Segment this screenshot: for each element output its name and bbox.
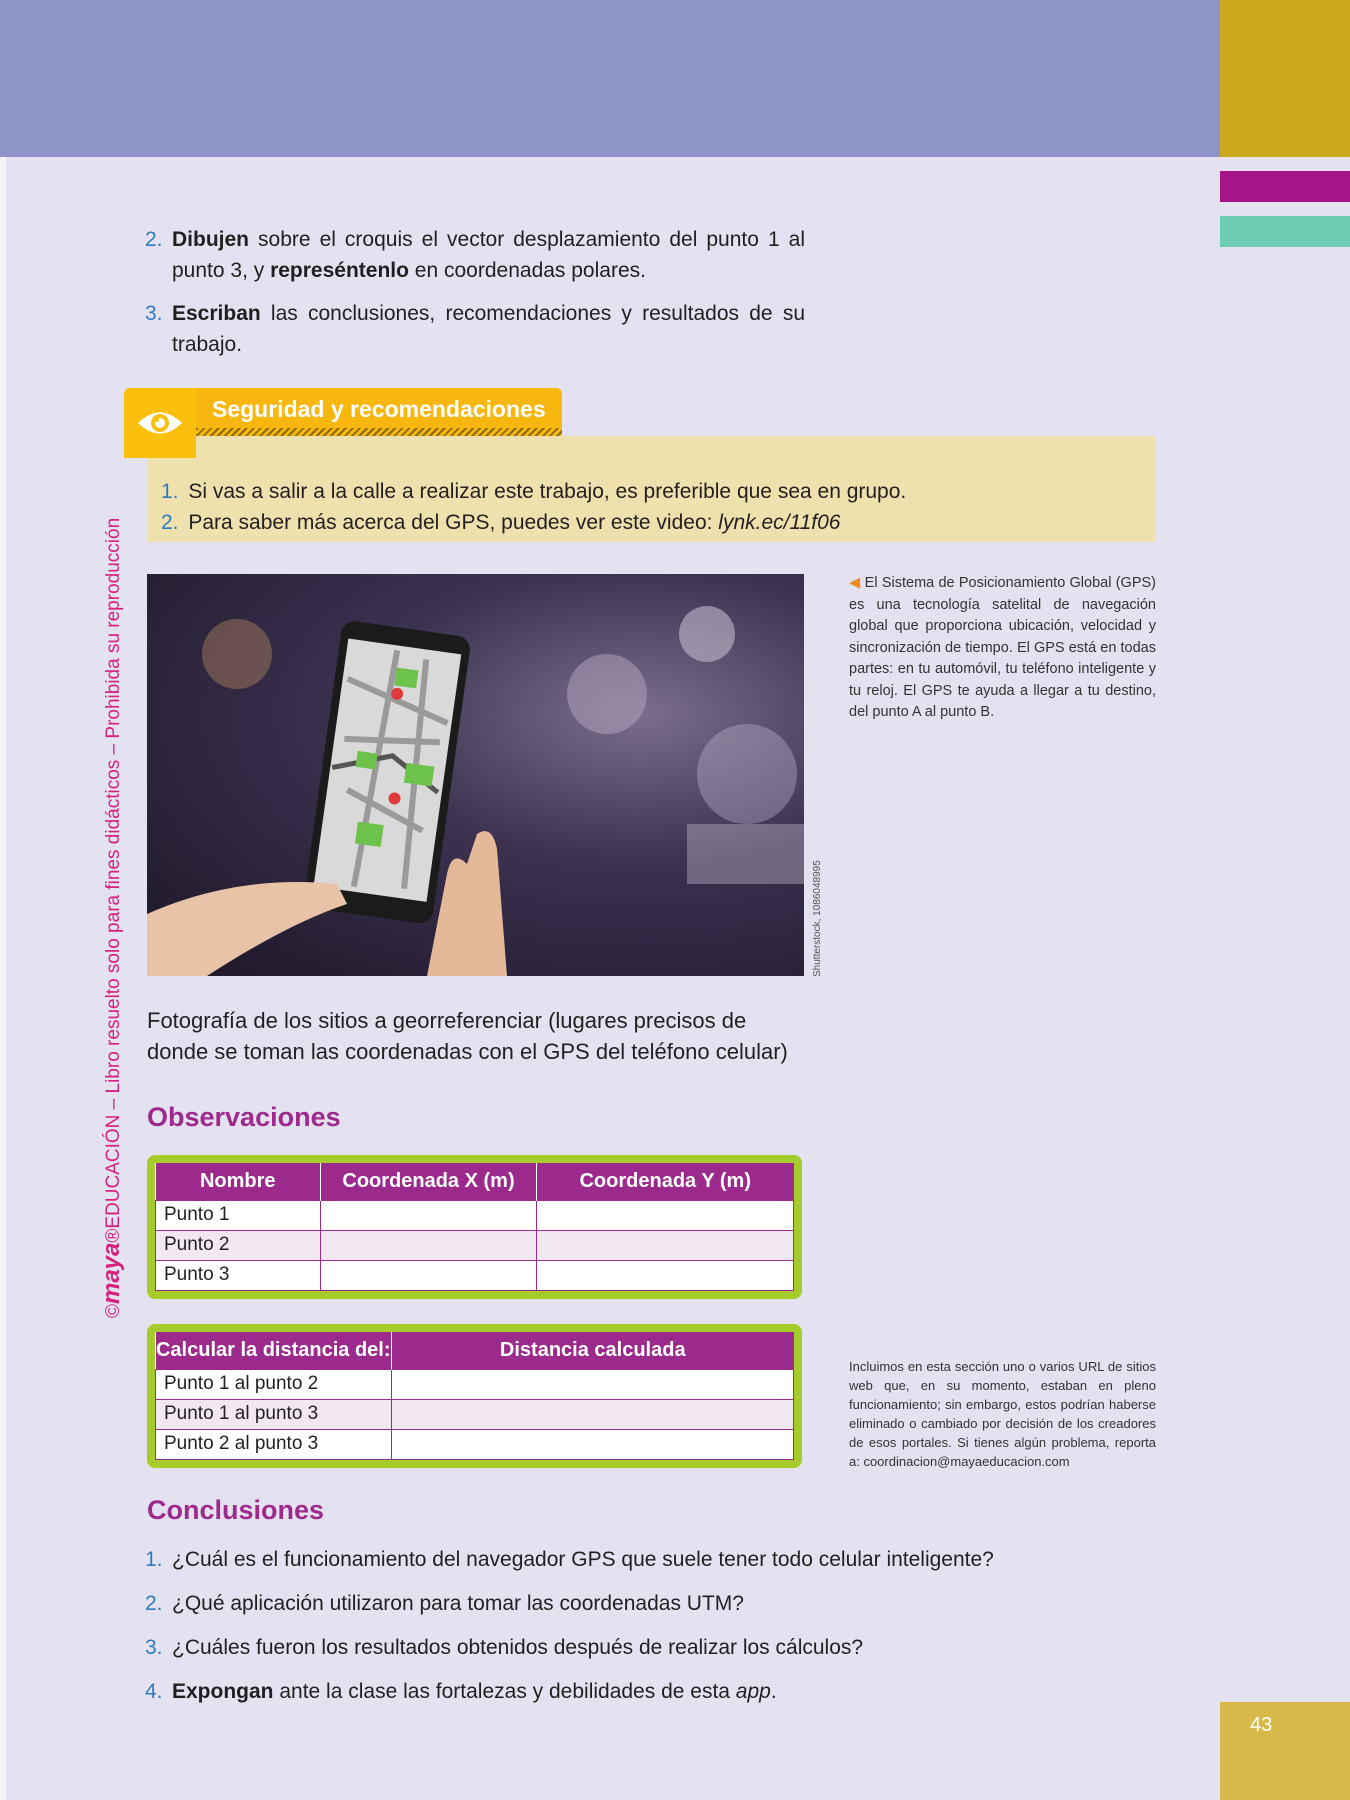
column-header: Nombre — [156, 1163, 321, 1200]
row-label: Punto 1 — [156, 1200, 321, 1230]
phone-map-illustration — [147, 574, 804, 976]
step-item — [145, 298, 805, 360]
table-row — [156, 1429, 794, 1459]
item-text-part: ante la clase las fortalezas y debilidades de esta — [273, 1680, 736, 1703]
item-number: 2. — [145, 1592, 163, 1615]
coordinates-table — [155, 1163, 794, 1291]
step-text — [172, 298, 805, 360]
observations-title: Observaciones — [147, 1102, 341, 1132]
section-tab-magenta — [1220, 171, 1350, 202]
step-text — [172, 224, 805, 286]
step-item — [145, 224, 805, 286]
section-tab-teal — [1220, 216, 1350, 247]
step-text-part: sobre el croquis el vector desplazamiento del punto 1 al punto 3, y — [172, 228, 805, 282]
gps-phone-photo — [147, 574, 804, 976]
step-verb: Dibujen — [172, 228, 249, 251]
item-text — [172, 1680, 777, 1704]
conclusions-list — [145, 1548, 1045, 1724]
safety-icon-box — [124, 388, 196, 458]
coordinates-table-frame — [147, 1155, 802, 1299]
gps-caption — [849, 573, 1156, 724]
conclusion-item — [145, 1592, 1045, 1636]
blank-cell[interactable] — [321, 1230, 537, 1260]
table-row — [156, 1399, 794, 1429]
blank-cell[interactable] — [392, 1429, 794, 1459]
table-header-row — [156, 1332, 794, 1369]
hatch-decoration — [196, 428, 562, 436]
copyright-credit — [98, 518, 126, 1318]
column-header: Calcular la distancia del: — [156, 1332, 392, 1369]
step-number: 3. — [145, 302, 163, 325]
row-label: Punto 3 — [156, 1260, 321, 1290]
activity-steps — [145, 224, 805, 372]
item-italic: app — [735, 1680, 771, 1703]
safety-item-number: 1. — [161, 480, 179, 503]
step-text-part: en coordenadas polares. — [408, 259, 646, 282]
blank-cell[interactable] — [321, 1260, 537, 1290]
step-verb: represéntenlo — [270, 259, 409, 282]
conclusion-item — [145, 1636, 1045, 1680]
registered-mark: ® — [103, 1228, 124, 1243]
table-row — [156, 1260, 794, 1290]
column-header: Coordenada X (m) — [321, 1163, 537, 1200]
item-text: ¿Qué aplicación utilizaron para tomar las coordenadas UTM? — [172, 1592, 744, 1615]
item-number: 1. — [145, 1548, 163, 1571]
corner-block — [1220, 0, 1350, 157]
table-header-row — [156, 1163, 794, 1200]
item-number: 4. — [145, 1680, 163, 1703]
video-link[interactable]: lynk.ec/11f06 — [718, 511, 841, 534]
table-row — [156, 1200, 794, 1230]
web-links-note: Incluimos en esta sección uno o varios URL de sitios web que, en su momento, estaban en pleno funcionamiento; sin embargo, estos podrían haberse eliminado o cambiado por decisión de los creadores de esos portales. Si tienes algún problema, reporta a: coordinacion@mayaeducacion.com — [849, 1359, 1156, 1469]
caption-arrow-icon: ◀ — [849, 575, 861, 591]
step-verb: Escriban — [172, 302, 261, 325]
brand-logo-text: maya — [98, 1242, 125, 1304]
item-end: . — [770, 1680, 777, 1703]
page-number-box — [1220, 1702, 1350, 1800]
row-label: Punto 2 — [156, 1230, 321, 1260]
photo-credit: Shutterstock, 1086048995 — [812, 860, 823, 977]
row-label: Punto 2 al punto 3 — [156, 1429, 392, 1459]
copyright-symbol: © — [103, 1304, 124, 1318]
eye-icon — [136, 408, 184, 438]
item-text: ¿Cuáles fueron los resultados obtenidos después de realizar los cálculos? — [172, 1636, 864, 1659]
photo-label: Fotografía de los sitios a georreferenciar (lugares precisos de donde se toman las coordenadas con el GPS del teléfono celular) — [147, 1008, 788, 1064]
gps-caption-text: El Sistema de Posicionamiento Global (GPS) es una tecnología satelital de navegación global que proporciona ubicación, velocidad y sincronización de tiempo. El GPS está en todas partes: en tu automóvil, tu teléfono inteligente y tu reloj. El GPS te ayuda a llegar a tu destino, del punto A al punto B. — [849, 575, 1156, 720]
row-label: Punto 1 al punto 3 — [156, 1399, 392, 1429]
blank-cell[interactable] — [537, 1230, 794, 1260]
safety-item-number: 2. — [161, 511, 179, 534]
blank-cell[interactable] — [537, 1200, 794, 1230]
step-number: 2. — [145, 228, 163, 251]
distance-table — [155, 1332, 794, 1460]
page-number: 43 — [1250, 1714, 1273, 1736]
blank-cell[interactable] — [321, 1200, 537, 1230]
conclusions-title: Conclusiones — [147, 1495, 325, 1525]
conclusion-item — [145, 1548, 1045, 1592]
table-row — [156, 1369, 794, 1399]
item-text: ¿Cuál es el funcionamiento del navegador GPS que suele tener todo celular inteligente? — [172, 1548, 994, 1571]
blank-cell[interactable] — [392, 1369, 794, 1399]
row-label: Punto 1 al punto 2 — [156, 1369, 392, 1399]
safety-item-text: Para saber más acerca del GPS, puedes ver este video: — [182, 511, 719, 534]
safety-item — [161, 476, 1155, 507]
conclusion-item — [145, 1680, 1045, 1724]
header-band — [0, 0, 1220, 157]
blank-cell[interactable] — [392, 1399, 794, 1429]
table-row — [156, 1230, 794, 1260]
column-header: Coordenada Y (m) — [537, 1163, 794, 1200]
left-margin-rule — [0, 157, 6, 1800]
item-number: 3. — [145, 1636, 163, 1659]
step-text-part: las conclusiones, recomendaciones y resultados de su trabajo. — [172, 302, 805, 356]
distance-table-frame — [147, 1324, 802, 1468]
safety-box — [147, 436, 1155, 542]
item-verb: Expongan — [172, 1680, 274, 1703]
credit-text: EDUCACIÓN – Libro resuelto solo para fines didácticos – Prohibida su reproducción — [103, 517, 124, 1229]
blank-cell[interactable] — [537, 1260, 794, 1290]
safety-item-text: Si vas a salir a la calle a realizar este trabajo, es preferible que sea en grupo. — [182, 480, 907, 503]
column-header: Distancia calculada — [392, 1332, 794, 1369]
safety-item — [161, 507, 1155, 538]
safety-title: Seguridad y recomendaciones — [212, 396, 546, 422]
